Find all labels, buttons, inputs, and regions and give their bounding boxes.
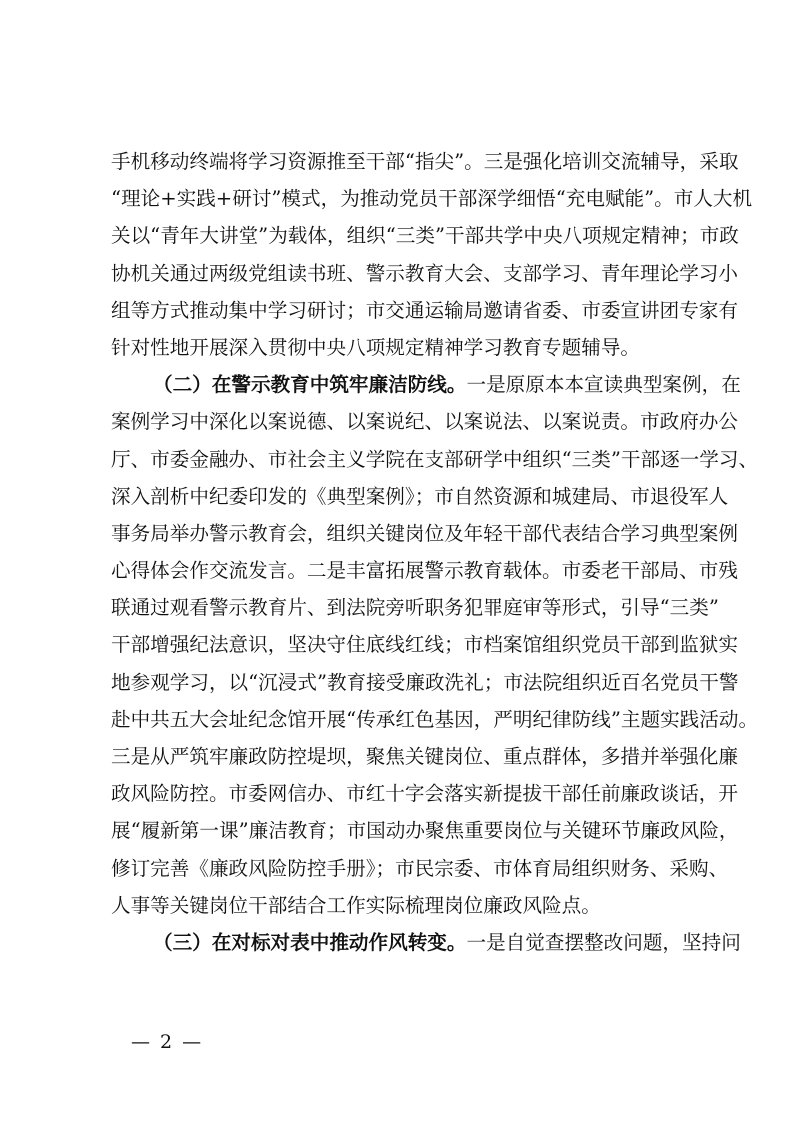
page-number: — 2 — [131,1031,204,1053]
text-line: 修订完善《廉政风险防控手册》；市民宗委、市体育局组织财务、采购、 [111,856,729,880]
section-text: 一是自觉查摆整改问题，坚持问 [466,930,741,954]
section-heading: （三）在对标对表中推动作风转变。 [153,930,467,954]
document-body [111,143,759,961]
text-line: 人事等关键岗位干部结合工作实际梳理岗位廉政风险点。 [111,893,601,917]
section-text: 一是原原本本宣读典型案例，在 [466,373,741,397]
text-line: 厅、市委金融办、市社会主义学院在支部研学中组织“三类”干部逐一学习、 [111,447,759,471]
text-line: 深入剖析中纪委印发的《典型案例》；市自然资源和城建局、市退役军人 [111,484,729,508]
text-line: 赴中共五大会址纪念馆开展“传承红色基因，严明纪律防线”主题实践活动。 [111,707,759,731]
text-line: 组等方式推动集中学习研讨；市交通运输局邀请省委、市委宣讲团专家有 [111,298,738,322]
text-line: 展“履新第一课”廉洁教育；市国动办聚焦重要岗位与关键环节廉政风险， [111,819,739,843]
text-line: 案例学习中深化以案说德、以案说纪、以案说法、以案说责。市政府办公 [111,410,738,434]
text-line: 地参观学习，以“沉浸式”教育接受廉政洗礼；市法院组织近百名党员干警 [111,670,739,694]
text-line: 三是从严筑牢廉政防控堤坝，聚焦关键岗位、重点群体，多措并举强化廉 [111,745,738,768]
section-line [111,366,741,403]
text-line: 政风险防控。市委网信办、市红十字会落实新提拔干部任前廉政谈话，开 [111,782,738,806]
text-line: 联通过观看警示教育片、到法院旁听职务犯罪庭审等形式，引导“三类” [111,596,719,620]
text-line: 心得体会作交流发言。二是丰富拓展警示教育载体。市委老干部局、市残 [111,559,738,583]
text-line: 关以“青年大讲堂”为载体，组织“三类”干部共学中央八项规定精神；市政 [111,224,739,248]
text-line: “理论+实践+研讨”模式，为推动党员干部深学细悟“充电赋能”。市人大机 [111,187,753,211]
text-line: 针对性地开展深入贯彻中央八项规定精神学习教育专题辅导。 [111,335,641,359]
section-heading: （二）在警示教育中筑牢廉洁防线。 [153,373,467,397]
text-line: 协机关通过两级党组读书班、警示教育大会、支部学习、青年理论学习小 [111,261,738,285]
section-line [111,924,741,961]
text-line: 事务局举办警示教育会，组织关键岗位及年轻干部代表结合学习典型案例 [111,521,738,545]
text-line: 干部增强纪法意识，坚决守住底线红线；市档案馆组织党员干部到监狱实 [111,633,738,657]
text-line: 手机移动终端将学习资源推至干部“指尖”。三是强化培训交流辅导，采取 [111,150,739,173]
